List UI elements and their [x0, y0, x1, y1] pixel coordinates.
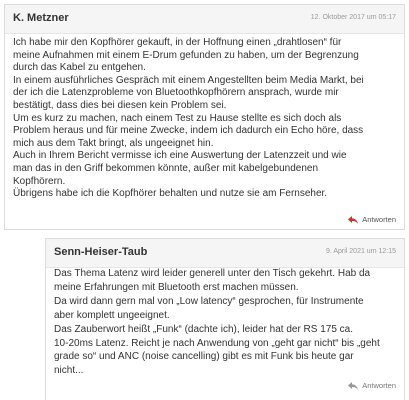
- reply-arrow-icon: [348, 216, 358, 224]
- comment-text-line: mich aus dem Takt bringt, als ungeeignet hin.: [13, 137, 214, 149]
- comment-text-line: grade so“ und ANC (noise cancelling) gibt es mit Funk bis heute gar: [54, 351, 354, 363]
- comment-reply: [45, 238, 405, 400]
- comment-text-line: bestätigt, dass dies bei diesen kein Problem sei.: [13, 99, 227, 111]
- comment-text-line: meine Erfahrungen mit Bluetooth erst machen müssen.: [54, 281, 299, 293]
- comment-body: [54, 267, 396, 378]
- comment-text-line: durch das Kabel zu entgehen.: [13, 62, 146, 74]
- reply-button[interactable]: [348, 215, 396, 224]
- comment-header: [46, 239, 404, 268]
- comment-author: K. Metzner: [13, 12, 69, 24]
- comment: [4, 4, 405, 230]
- comment-text-line: Übrigens habe ich die Kopfhörer behalten und nutze sie am Fernseher.: [13, 188, 328, 200]
- comment-text-line: nicht...: [54, 365, 84, 377]
- comment-text-line: der ich die Latenzprobleme von Bluetoothkopfhörern ansprach, wurde mir: [13, 87, 339, 99]
- comment-date[interactable]: 12. Oktober 2017 um 05:17: [310, 14, 396, 21]
- reply-arrow-icon: [348, 382, 358, 390]
- comment-author: Senn-Heiser-Taub: [54, 246, 148, 258]
- comment-text-line: 10-20ms Latenz. Reicht je nach Anwendung von „geht gar nicht“ bis „geht: [54, 337, 380, 349]
- comment-text-line: In einem ausführliches Gespräch mit einem Angestellten beim Media Markt, bei: [13, 74, 364, 86]
- comment-text-line: aber komplett ungeeignet.: [54, 309, 170, 321]
- comment-body: [13, 37, 396, 201]
- comment-date[interactable]: 9. April 2021 um 12:15: [325, 248, 396, 255]
- comment-text-line: Kopfhörern.: [13, 175, 66, 187]
- comment-text-line: Das Zauberwort heißt „Funk“ (dachte ich), leider hat der RS 175 ca.: [54, 323, 354, 335]
- comment-text-line: Ich habe mir den Kopfhörer gekauft, in der Hoffnung einen „drahtlosen“ für: [13, 37, 342, 48]
- reply-label: Antworten: [362, 381, 396, 390]
- comment-text-line: Problem heraus und für meine Zwecke, indem ich dadurch ein Echo höre, dass: [13, 125, 364, 137]
- comment-text-line: man das in den Griff bekommen könnte, außer mit kabelgebundenen: [13, 162, 318, 174]
- comment-text-line: Da wird dann gern mal von „Low latency“ gesprochen, für Instrumente: [54, 295, 364, 307]
- reply-button[interactable]: [348, 381, 396, 390]
- comment-text-line: Um es kurz zu machen, nach einem Test zu Hause stellte es sich doch als: [13, 112, 342, 124]
- comment-text-line: Auch in Ihrem Bericht vermisse ich eine Auswertung der Latenzzeit und wie: [13, 150, 347, 162]
- comment-text-line: meine Aufnahmen mit einem E-Drum gefunden zu haben, um der Begrenzung: [13, 49, 359, 61]
- reply-label: Antworten: [362, 215, 396, 224]
- comment-header: [5, 5, 404, 34]
- comment-text-line: Das Thema Latenz wird leider generell unter den Tisch gekehrt. Hab da: [54, 268, 371, 279]
